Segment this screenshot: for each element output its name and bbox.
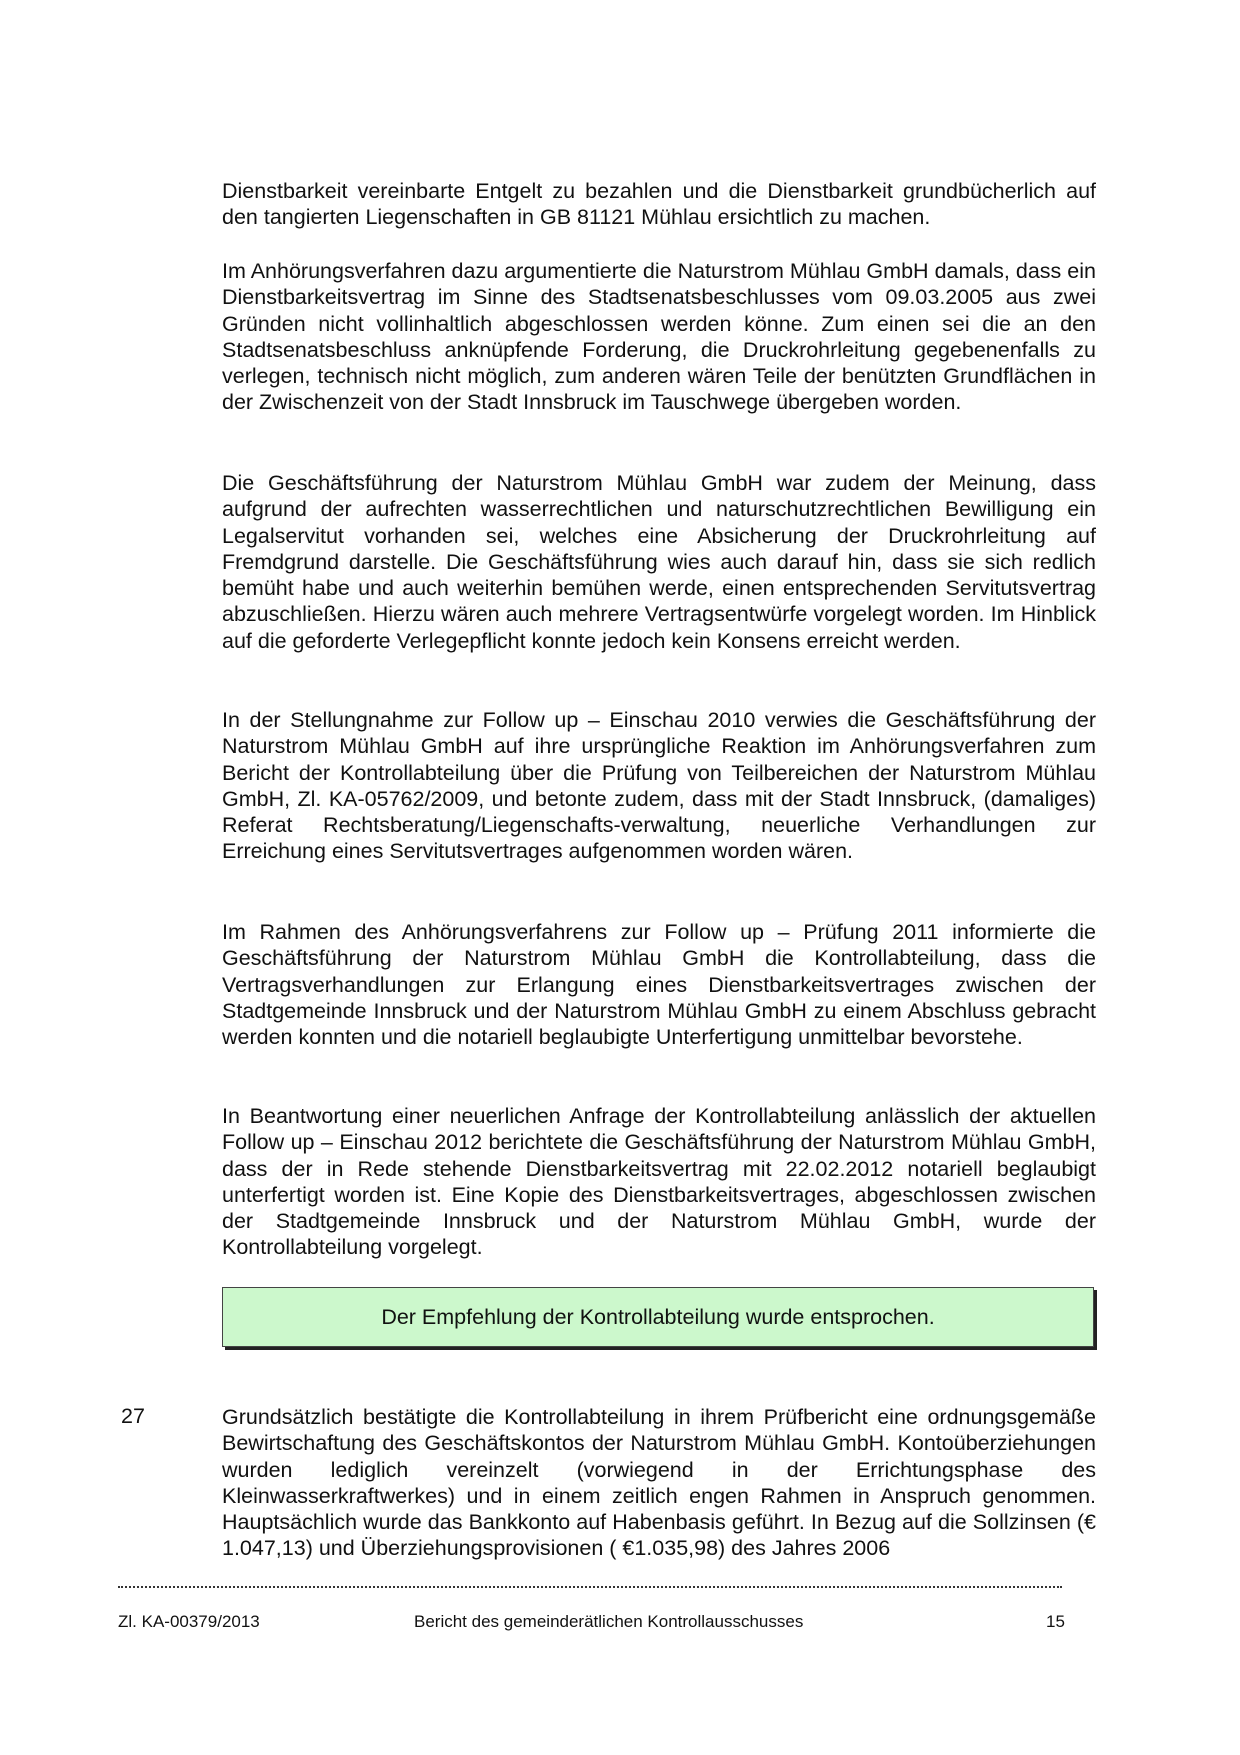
footer-reference: Zl. KA-00379/2013 (118, 1612, 260, 1631)
callout-text: Der Empfehlung der Kontrollabteilung wurde entsprochen. (381, 1304, 935, 1329)
item-paragraph: Grundsätzlich bestätigte die Kontrollabteilung in ihrem Prüfbericht eine ordnungsgemäße Bewirtschaftung des Geschäftskontos der Naturstrom Mühlau GmbH. Kontoüberziehungen wurden lediglich vereinzelt (vorwiegend in der Errichtungsphase des Kleinwasserkraftwerkes) und in einem zeitlich engen Rahmen in Anspruch genommen. Hauptsächlich wurde das Bankkonto auf Habenbasis geführt. In Bezug auf die Sollzinsen (€ 1.047,13) und Überziehungsprovisionen ( €1.035,98) des Jahres 2006 (222, 1405, 1096, 1561)
recommendation-callout (222, 1287, 1094, 1347)
paragraph-3: Die Geschäftsführung der Naturstrom Mühlau GmbH war zudem der Meinung, dass aufgrund der aufrechten wasserrechtlichen und naturschutzrechtlichen Bewilligung ein Legalservitut vorhanden sei, welches eine Absicherung der Druckrohrleitung auf Fremdgrund darstelle. Die Geschäftsführung wies auch darauf hin, dass sie sich redlich bemüht habe und auch weiterhin bemühen werde, einen entsprechenden Servitutsvertrag abzuschließen. Hierzu wären auch mehrere Vertragsentwürfe vorgelegt worden. Im Hinblick auf die geforderte Verlegepflicht konnte jedoch kein Konsens erreicht werden. (222, 471, 1096, 653)
item-number: 27 (121, 1404, 145, 1428)
footer-title: Bericht des gemeinderätlichen Kontrollausschusses (414, 1612, 804, 1631)
paragraph-4: In der Stellungnahme zur Follow up – Einschau 2010 verwies die Geschäftsführung der Naturstrom Mühlau GmbH auf ihre ursprüngliche Reaktion im Anhörungsverfahren zum Bericht der Kontrollabteilung über die Prüfung von Teilbereichen der Naturstrom Mühlau GmbH, Zl. KA-05762/2009, und betonte zudem, dass mit der Stadt Innsbruck, (damaliges) Referat Rechtsberatung/Liegenschafts-verwaltung, neuerliche Verhandlungen zur Erreichung eines Servitutsvertrages aufgenommen worden wären. (222, 708, 1096, 864)
paragraph-6: In Beantwortung einer neuerlichen Anfrage der Kontrollabteilung anlässlich der aktuellen Follow up – Einschau 2012 berichtete die Geschäftsführung der Naturstrom Mühlau GmbH, dass der in Rede stehende Dienstbarkeitsvertrag mit 22.02.2012 notariell beglaubigt unterfertigt worden ist. Eine Kopie des Dienstbarkeitsvertrages, abgeschlossen zwischen der Stadtgemeinde Innsbruck und der Naturstrom Mühlau GmbH, wurde der Kontrollabteilung vorgelegt. (222, 1104, 1096, 1260)
footer-divider (118, 1586, 1062, 1588)
paragraph-5: Im Rahmen des Anhörungsverfahrens zur Follow up – Prüfung 2011 informierte die Geschäftsführung der Naturstrom Mühlau GmbH die Kontrollabteilung, dass die Vertragsverhandlungen zur Erlangung eines Dienstbarkeitsvertrages zwischen der Stadtgemeinde Innsbruck und der Naturstrom Mühlau GmbH zu einem Abschluss gebracht werden konnten und die notariell beglaubigte Unterfertigung unmittelbar bevorstehe. (222, 920, 1096, 1050)
page-number: 15 (1046, 1612, 1065, 1631)
paragraph-2: Im Anhörungsverfahren dazu argumentierte die Naturstrom Mühlau GmbH damals, dass ein Dienstbarkeitsvertrag im Sinne des Stadtsenatsbeschlusses vom 09.03.2005 aus zwei Gründen nicht vollinhaltlich abgeschlossen werden könne. Zum einen sei die an den Stadtsenatsbeschluss anknüpfende Forderung, die Druckrohrleitung gegebenenfalls zu verlegen, technisch nicht möglich, zum anderen wären Teile der benützten Grundflächen in der Zwischenzeit von der Stadt Innsbruck im Tauschwege übergeben worden. (222, 259, 1096, 415)
paragraph-1: Dienstbarkeit vereinbarte Entgelt zu bezahlen und die Dienstbarkeit grundbücherlich auf den tangierten Liegenschaften in GB 81121 Mühlau ersichtlich zu machen. (222, 179, 1096, 230)
